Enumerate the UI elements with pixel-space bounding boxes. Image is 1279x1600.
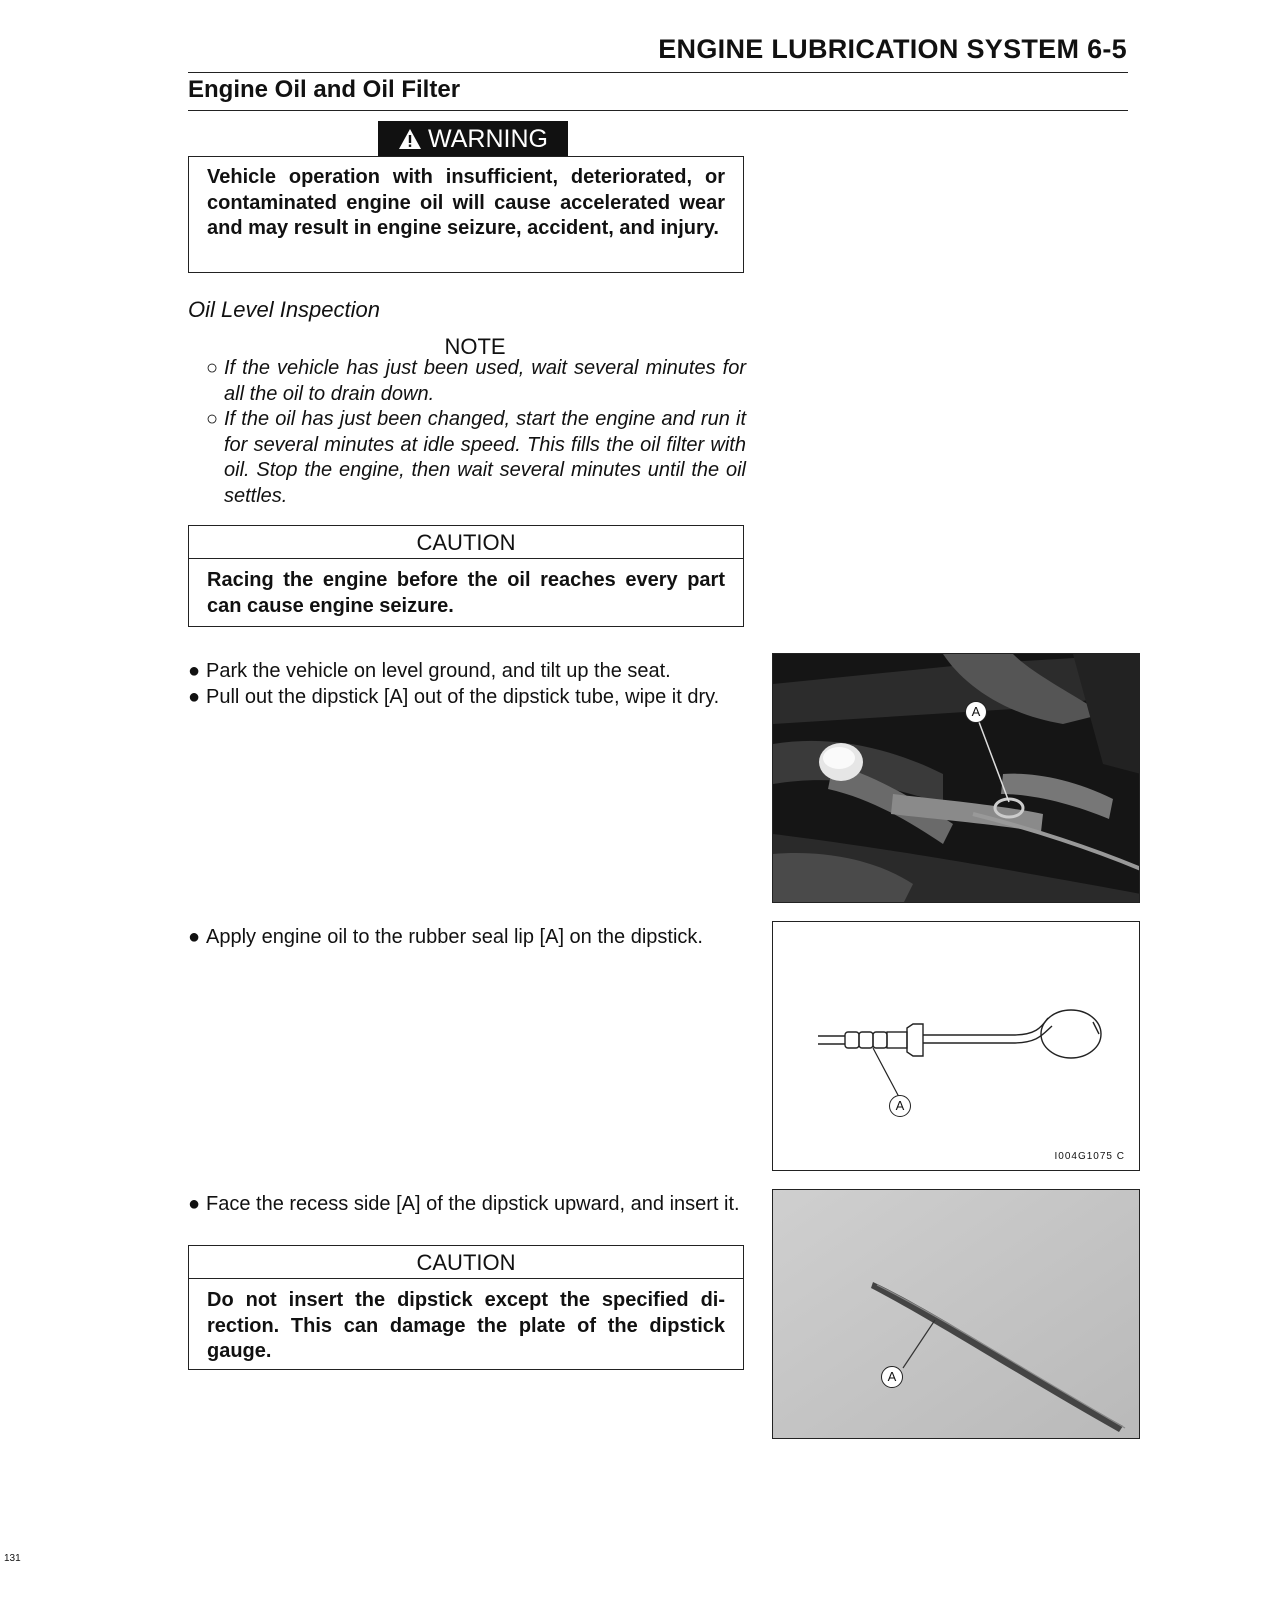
note-item bbox=[206, 356, 746, 407]
bullet-icon: ● bbox=[188, 686, 201, 708]
caution-text: Do not insert the dipstick except the specified di- rection. This can damage the plate of the dipstick gauge. bbox=[207, 1289, 725, 1362]
instruction-item bbox=[188, 685, 748, 711]
header-rule bbox=[188, 72, 1128, 73]
instruction-text: Pull out the dipstick [A] out of the dipstick tube, wipe it dry. bbox=[206, 686, 720, 708]
warning-text: Vehicle operation with insufficient, deteriorated, or contaminated engine oil will cause accelerated wear and may result in engine seizure, accident, and injury. bbox=[207, 166, 725, 239]
bullet-icon: ● bbox=[188, 1193, 201, 1215]
caution-text: Racing the engine before the oil reaches every part can cause engine seizure. bbox=[207, 569, 725, 617]
instruction-text: Face the recess side [A] of the dipstick upward, and insert it. bbox=[206, 1193, 740, 1215]
instruction-text: Park the vehicle on level ground, and tilt up the seat. bbox=[206, 660, 671, 682]
warning-box bbox=[188, 156, 744, 273]
note-bullet-icon: ○ bbox=[206, 408, 219, 430]
note-bullet-icon: ○ bbox=[206, 357, 219, 379]
callout-a: A bbox=[889, 1095, 911, 1117]
instruction-item bbox=[188, 659, 748, 685]
note-item bbox=[206, 407, 746, 509]
page-number: 131 bbox=[4, 1553, 21, 1564]
bullet-icon: ● bbox=[188, 926, 201, 948]
instruction-text: Apply engine oil to the rubber seal lip [A] on the dipstick. bbox=[206, 926, 703, 948]
caution-box bbox=[188, 1245, 744, 1370]
warning-label-text: WARNING bbox=[428, 124, 548, 153]
note-item-text: If the vehicle has just been used, wait several minutes for all the oil to drain down. bbox=[224, 357, 746, 405]
note-item-text: If the oil has just been changed, start the engine and run it for several minutes at idle speed. This fills the oil filter with oil. Stop the engine, then wait several minutes until the oil settles. bbox=[224, 408, 746, 507]
engine-dipstick-photo bbox=[772, 653, 1140, 903]
caution-box bbox=[188, 525, 744, 627]
dipstick-recess-photo bbox=[772, 1189, 1140, 1439]
subsection-title: Oil Level Inspection bbox=[188, 297, 380, 322]
warning-label bbox=[378, 121, 568, 157]
section-rule bbox=[188, 110, 1128, 111]
callout-a: A bbox=[881, 1366, 903, 1388]
instruction-item bbox=[188, 1192, 748, 1218]
caution-label: CAUTION bbox=[189, 526, 743, 559]
bullet-icon: ● bbox=[188, 660, 201, 682]
note-title: NOTE bbox=[444, 334, 506, 359]
instruction-item bbox=[188, 925, 748, 951]
caution-label: CAUTION bbox=[189, 1246, 743, 1279]
figure-code: I004G1075 C bbox=[1054, 1151, 1125, 1162]
callout-a: A bbox=[965, 701, 987, 723]
warning-triangle-icon bbox=[398, 128, 422, 150]
dipstick-diagram bbox=[772, 921, 1140, 1171]
section-title: Engine Oil and Oil Filter bbox=[188, 76, 461, 103]
page-header-title: ENGINE LUBRICATION SYSTEM 6-5 bbox=[658, 34, 1127, 64]
